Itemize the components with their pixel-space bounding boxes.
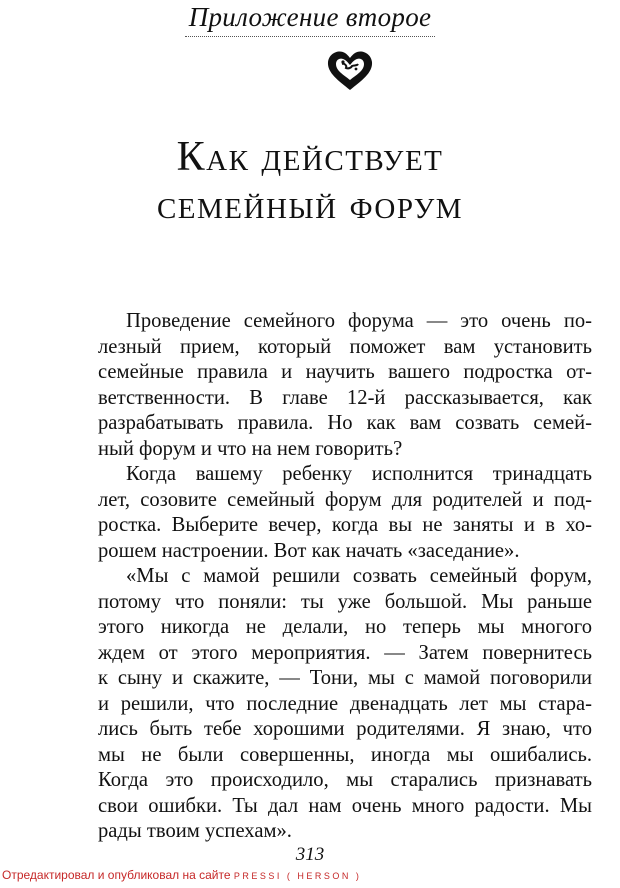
text-line: лет, созовите семейный форум для родителей и под-	[98, 488, 592, 511]
text-line: рошем настроении. Вот как начать «заседание».	[98, 539, 520, 562]
text-line: Когда вашему ребенку исполнится тринадцать	[126, 463, 592, 485]
credit-site: PRESSI ( HERSON )	[233, 871, 362, 881]
text-line: лезный прием, который поможет вам установить	[98, 335, 592, 358]
heart-ornament-icon	[325, 48, 375, 92]
text-line: ждем от этого мероприятия. — Затем повернитесь	[98, 641, 592, 664]
running-header-title: Приложение второе	[185, 2, 436, 37]
chapter-title	[0, 133, 620, 229]
text-line: свои ошибки. Ты дал нам очень много радости. Мы	[98, 794, 592, 817]
text-line: и решили, что последние двенадцать лет мы стара-	[98, 692, 592, 715]
chapter-title-line-2: семейный форум	[156, 182, 464, 228]
text-line: лись быть тебе хорошими родителями. Я знаю, что	[98, 718, 592, 740]
text-line: мы не были совершенны, иногда мы ошибались.	[98, 743, 592, 766]
credit-text: Отредактировал и опубликовал на сайте	[2, 868, 231, 882]
text-line: ный форум и что на нем говорить?	[98, 437, 403, 460]
text-line: ростка. Выберите вечер, когда вы не заняты и в хо-	[98, 514, 592, 536]
text-line: к сыну и скажите, — Тони, мы с мамой поговорили	[98, 667, 592, 689]
text-line: ветственности. В главе 12-й рассказывается, как	[98, 386, 592, 409]
page-number: 313	[295, 844, 325, 865]
text-line: «Мы с мамой решили созвать семейный форум,	[126, 565, 592, 587]
running-header	[0, 2, 620, 37]
text-line: потому что поняли: ты уже большой. Мы раньше	[98, 590, 592, 613]
body-text	[98, 309, 592, 845]
text-line: рады твоим успехам».	[98, 820, 292, 842]
chapter-title-line-1: Как действует	[176, 134, 444, 180]
text-line: разрабатывать правила. Но как вам созвать семей-	[98, 412, 592, 434]
text-line: Когда это происходило, мы старались признавать	[98, 769, 592, 791]
text-line: семейные правила и научить вашего подростка от-	[98, 361, 592, 383]
text-line: Проведение семейного форума — это очень по-	[126, 310, 592, 332]
text-line: этого никогда не делали, но теперь мы многого	[98, 616, 592, 638]
publisher-credit	[2, 868, 361, 882]
